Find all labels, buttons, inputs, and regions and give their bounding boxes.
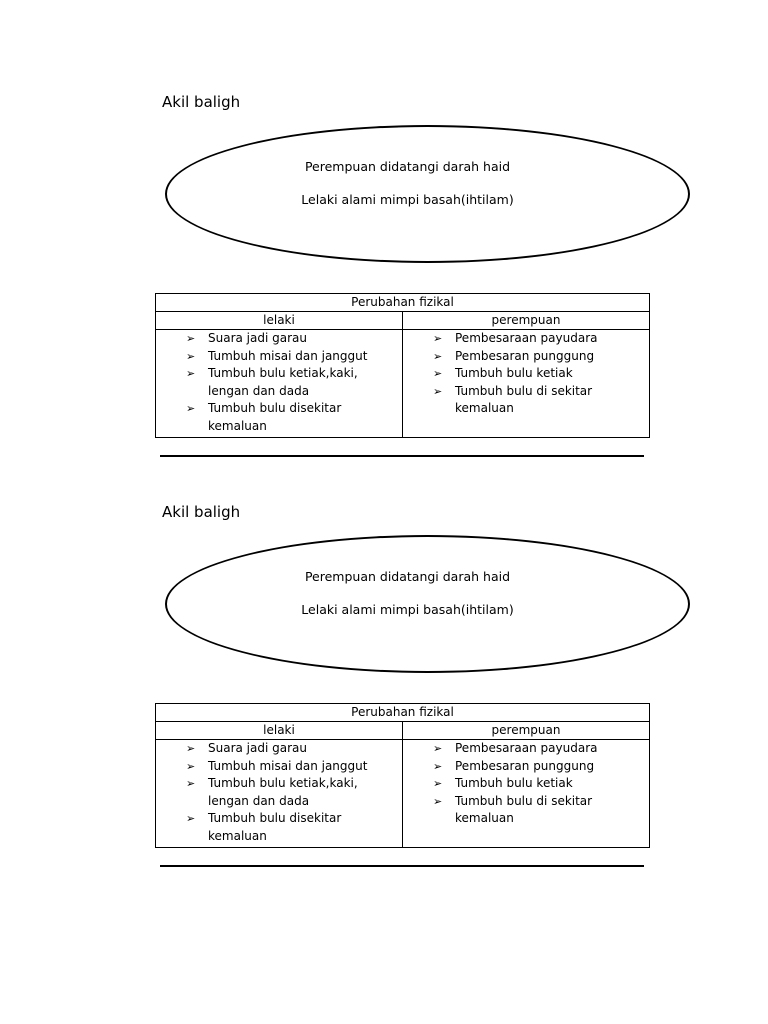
column-header-lelaki: lelaki [156, 722, 403, 740]
ellipse-line-lelaki: Lelaki alami mimpi basah(ihtilam) [301, 602, 514, 617]
list-item [403, 330, 649, 348]
ellipse-line-perempuan: Perempuan didatangi darah haid [304, 569, 511, 584]
table-title: Perubahan fizikal [156, 294, 650, 312]
column-header-perempuan: perempuan [403, 312, 650, 330]
list-item-text: Tumbuh bulu disekitar kemaluan [208, 811, 342, 843]
arrow-bullet-icon: ➢ [186, 742, 196, 755]
list-item-text: Tumbuh bulu ketiak [455, 366, 573, 380]
arrow-bullet-icon: ➢ [433, 794, 443, 808]
list-item-text: Pembesaran punggung [455, 758, 595, 773]
perempuan-list [403, 740, 649, 830]
section-2 [0, 410, 768, 843]
list-item-text: Pembesaraan payudara [455, 331, 598, 345]
list-item-text: Pembesaran punggung [455, 348, 595, 363]
list-item [403, 348, 649, 366]
arrow-bullet-icon: ➢ [433, 777, 443, 790]
arrow-bullet-icon: ➢ [186, 812, 196, 825]
section-heading: Akil baligh [162, 503, 241, 521]
physical-changes-table [155, 703, 650, 848]
arrow-bullet-icon: ➢ [186, 759, 196, 773]
list-item [156, 775, 402, 810]
list-item-text: Tumbuh bulu ketiak [455, 776, 573, 790]
arrow-bullet-icon: ➢ [186, 367, 196, 380]
arrow-bullet-icon: ➢ [433, 367, 443, 380]
arrow-bullet-icon: ➢ [186, 332, 196, 345]
list-item [403, 758, 649, 776]
list-item [403, 740, 649, 758]
list-item-text: Tumbuh bulu disekitar kemaluan [208, 401, 342, 433]
arrow-bullet-icon: ➢ [433, 384, 443, 398]
list-item-text: Tumbuh bulu di sekitar kemaluan [455, 383, 593, 415]
list-item [403, 365, 649, 383]
list-item [156, 330, 402, 348]
list-item-text: Tumbuh bulu ketiak,kaki, lengan dan dada [208, 366, 358, 398]
list-item-text: Tumbuh bulu di sekitar kemaluan [455, 793, 593, 825]
definition-ellipse [165, 535, 690, 673]
arrow-bullet-icon: ➢ [186, 777, 196, 790]
lelaki-list [156, 740, 402, 847]
definition-ellipse [165, 125, 690, 263]
arrow-bullet-icon: ➢ [186, 349, 196, 363]
arrow-bullet-icon: ➢ [433, 349, 443, 363]
arrow-bullet-icon: ➢ [433, 759, 443, 773]
section-heading: Akil baligh [162, 93, 241, 111]
list-item-text: Suara jadi garau [208, 331, 307, 345]
lelaki-cell [156, 740, 403, 848]
list-item-text: Pembesaraan payudara [455, 741, 598, 755]
perempuan-cell [403, 740, 650, 848]
arrow-bullet-icon: ➢ [433, 332, 443, 345]
list-item [403, 775, 649, 793]
perempuan-list [403, 330, 649, 420]
list-item-text: Tumbuh misai dan janggut [208, 348, 368, 363]
list-item [156, 348, 402, 366]
table-title: Perubahan fizikal [156, 704, 650, 722]
list-item [156, 758, 402, 776]
list-item [403, 793, 649, 828]
list-item-text: Suara jadi garau [208, 741, 307, 755]
ellipse-line-lelaki: Lelaki alami mimpi basah(ihtilam) [301, 192, 514, 207]
arrow-bullet-icon: ➢ [433, 742, 443, 755]
ellipse-line-perempuan: Perempuan didatangi darah haid [304, 159, 511, 174]
list-item [156, 740, 402, 758]
list-item [156, 810, 402, 845]
list-item [156, 365, 402, 400]
arrow-bullet-icon: ➢ [186, 402, 196, 415]
column-header-lelaki: lelaki [156, 312, 403, 330]
list-item-text: Tumbuh bulu ketiak,kaki, lengan dan dada [208, 776, 358, 808]
divider-line [160, 865, 644, 867]
column-header-perempuan: perempuan [403, 722, 650, 740]
section-1 [0, 0, 768, 433]
list-item-text: Tumbuh misai dan janggut [208, 758, 368, 773]
